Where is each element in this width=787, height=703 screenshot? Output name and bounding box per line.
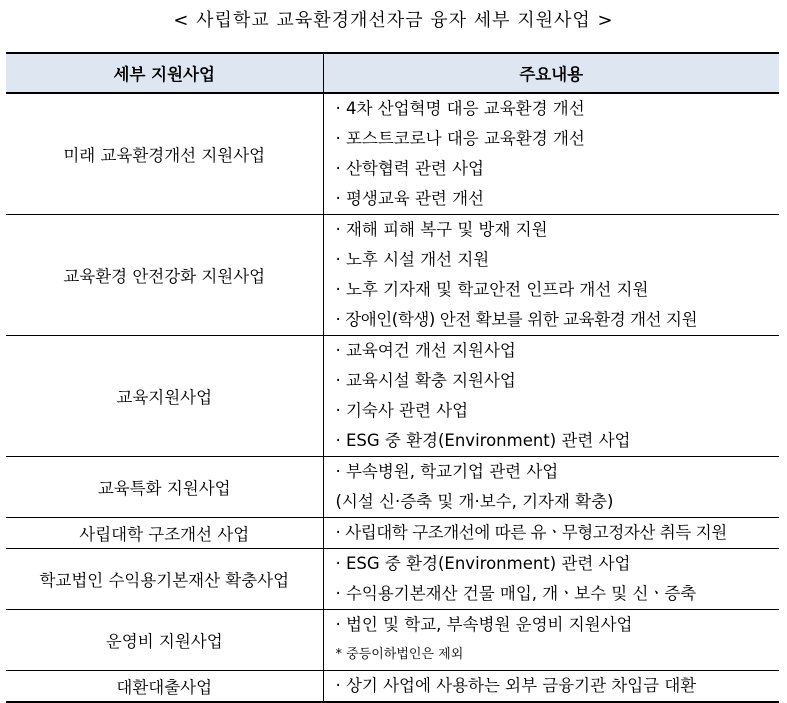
detail-item: · ESG 중 환경(Environment) 관련 사업 xyxy=(335,431,631,450)
detail-note: * 중등이하법인은 제외 xyxy=(335,647,464,662)
detail-item: · ESG 중 환경(Environment) 관련 사업 xyxy=(335,554,631,573)
row-category: 사립대학 구조개선 사업 xyxy=(6,518,323,549)
row-details xyxy=(323,518,779,549)
row-category: 교육특화 지원사업 xyxy=(6,457,323,518)
detail-item: · 사립대학 구조개선에 따른 유ㆍ무형고정자산 취득 지원 xyxy=(335,523,727,542)
detail-item: · 평생교육 관련 개선 xyxy=(335,189,484,208)
detail-item: · 노후 시설 개선 지원 xyxy=(335,250,490,269)
row-details xyxy=(323,671,779,703)
row-category: 학교법인 수익용기본재산 확충사업 xyxy=(6,549,323,610)
row-details xyxy=(323,549,779,610)
row-category: 미래 교육환경개선 지원사업 xyxy=(6,93,323,215)
detail-item: · 부속병원, 학교기업 관련 사업 xyxy=(335,462,559,481)
row-details xyxy=(323,457,779,518)
support-projects-table xyxy=(6,52,779,703)
row-category: 교육지원사업 xyxy=(6,336,323,457)
table-row xyxy=(6,671,779,703)
detail-item: · 4차 산업혁명 대응 교육환경 개선 xyxy=(335,99,585,118)
detail-item: · 교육시설 확충 지원사업 xyxy=(335,371,516,390)
detail-item: · 법인 및 학교, 부속병원 운영비 지원사업 xyxy=(335,615,633,634)
detail-item: · 수익용기본재산 건물 매입, 개ㆍ보수 및 신ㆍ증축 xyxy=(335,584,697,603)
detail-item: (시설 신·증축 및 개·보수, 기자재 확충) xyxy=(335,492,614,511)
detail-item: · 교육여건 개선 지원사업 xyxy=(335,341,516,360)
detail-item: · 산학협력 관련 사업 xyxy=(335,159,484,178)
detail-item: · 상기 사업에 사용하는 외부 금융기관 차입금 대환 xyxy=(335,676,697,695)
table-row xyxy=(6,457,779,518)
row-category: 대환대출사업 xyxy=(6,671,323,703)
table-row xyxy=(6,93,779,215)
header-category: 세부 지원사업 xyxy=(6,53,323,93)
detail-item: · 노후 기자재 및 학교안전 인프라 개선 지원 xyxy=(335,280,649,299)
detail-item: · 포스트코로나 대응 교육환경 개선 xyxy=(335,129,585,148)
detail-item: · 기숙사 관련 사업 xyxy=(335,401,469,420)
detail-item: · 장애인(학생) 안전 확보를 위한 교육환경 개선 지원 xyxy=(335,310,698,329)
table-row xyxy=(6,518,779,549)
row-category: 교육환경 안전강화 지원사업 xyxy=(6,215,323,336)
row-category: 운영비 지원사업 xyxy=(6,610,323,671)
row-details xyxy=(323,215,779,336)
table-row xyxy=(6,549,779,610)
detail-item: · 재해 피해 복구 및 방재 지원 xyxy=(335,220,548,239)
table-row xyxy=(6,215,779,336)
row-details xyxy=(323,610,779,671)
table-row xyxy=(6,336,779,457)
header-details: 주요내용 xyxy=(323,53,779,93)
table-row xyxy=(6,610,779,671)
page-title: < 사립학교 교육환경개선자금 융자 세부 지원사업 > xyxy=(173,10,614,31)
row-details xyxy=(323,93,779,215)
row-details xyxy=(323,336,779,457)
table-header-row xyxy=(6,53,779,93)
